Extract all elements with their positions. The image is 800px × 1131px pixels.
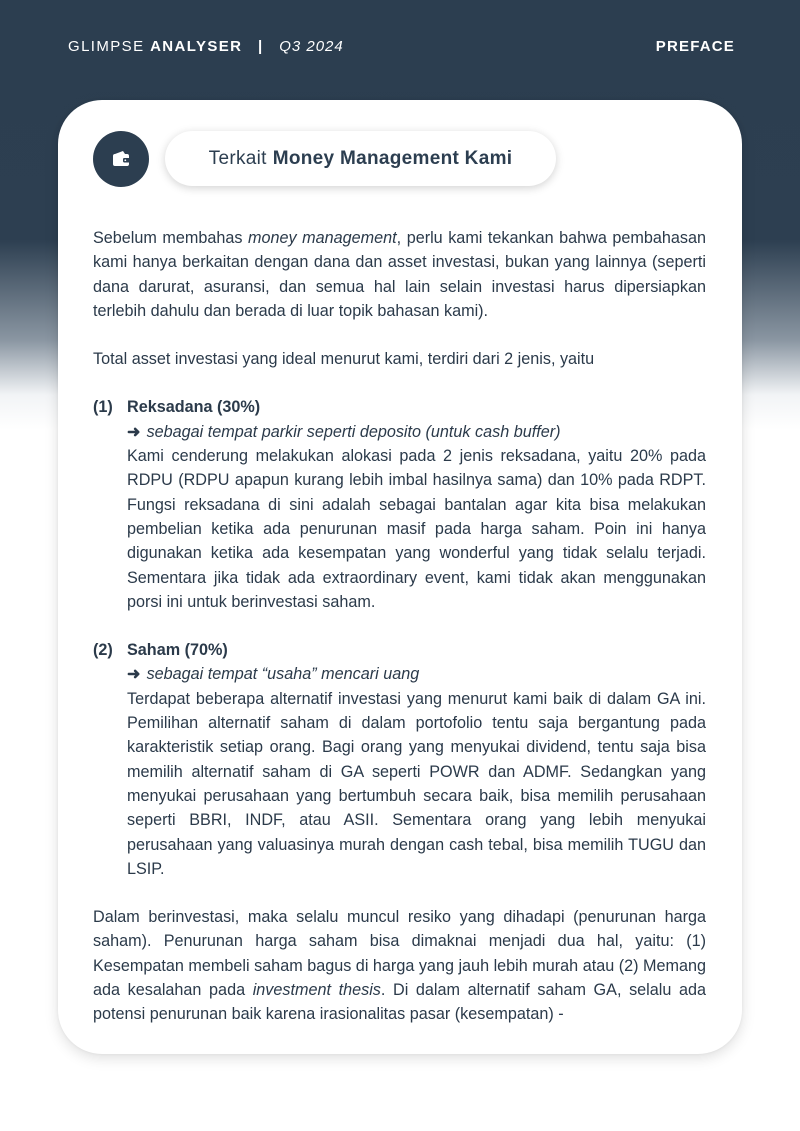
intro-emphasis: money management (248, 229, 397, 247)
closing-text-2: . Di dalam alternatif saham GA, selalu ada potensi penurunan baik karena irasionalitas pasar (kesempatan) - (93, 981, 707, 1024)
section-title-bold: Money Management Kami (272, 147, 513, 169)
brand-light: GLIMPSE (68, 38, 145, 55)
section-label: PREFACE (655, 38, 735, 55)
item-description: Kami cenderung melakukan alokasi pada 2 jenis reksadana, yaitu 20% pada RDPU (RDPU apapun kurang lebih imbal hasilnya sama) dan 10% pada RDPT. Fungsi reksadana di sini adalah sebagai bantalan agar kita bisa melakukan pembelian ketika ada penurunan masif pada harga saham. Poin ini hanya digunakan ketika ada kesempatan yang wonderful yang tidak selalu terjadi. Sementara jika tidak ada extraordinary event, kami tidak akan menggunakan porsi ini untuk berinvestasi saham. (127, 447, 706, 611)
brand (68, 38, 344, 55)
report-period: Q3 2024 (279, 38, 344, 55)
item-title: Reksadana (30%) (127, 398, 261, 417)
section-title (165, 131, 556, 186)
closing-paragraph (93, 905, 706, 1026)
closing-text-1: Dalam berinvestasi, maka selalu muncul resiko yang dihadapi (penurunan harga saham). Penurunan harga saham bisa dimaknai menjadi dua hal, yaitu: (1) Kesempatan membeli saham bagus di harga yang jauh lebih murah atau (2) Memang ada kesalahan pada (93, 908, 706, 1000)
item-description: Terdapat beberapa alternatif investasi yang menurut kami baik di dalam GA ini. Pemilihan alternatif saham di dalam portofolio tentu saja bergantung pada karakteristik setiap orang. Bagi orang yang menyukai dividend, tentu saja bisa memilih alternatif saham di GA seperti POWR dan ADMF. Sedangkan yang menyukai perusahaan yang bertumbuh secara baik, bisa memilih perusahaan seperti BBRI, INDF, atau ASII. Sementara orang yang lebih menyukai perusahaan yang valuasinya murah dengan cash tebal, bisa memilih TUGU dan LSIP. (127, 689, 706, 878)
total-paragraph: Total asset investasi yang ideal menurut kami, terdiri dari 2 jenis, yaitu (93, 350, 595, 369)
intro-paragraph (93, 226, 706, 323)
arrow-right-icon: ➜ (127, 665, 141, 684)
item-subtitle (127, 420, 706, 444)
item-subtitle (127, 662, 706, 686)
item-title: Saham (70%) (127, 641, 228, 660)
intro-text-2: , perlu kami tekankan bahwa pembahasan kami hanya berkaitan dengan dana dan asset investasi, bukan yang lainnya (seperti dana darurat, asuransi, dan semua hal lain selain investasi harus dipersiapkan terlebih dahulu dan berada di luar topik bahasan kami). (93, 229, 706, 320)
item-subtitle-text: sebagai tempat “usaha” mencari uang (146, 665, 420, 684)
content-card (58, 100, 742, 1054)
top-bar (68, 38, 735, 58)
article-body (93, 226, 706, 1027)
arrow-right-icon: ➜ (127, 422, 141, 441)
intro-text-1: Sebelum membahas (93, 229, 249, 247)
wallet-icon (109, 147, 133, 171)
brand-bold: ANALYSER (150, 38, 243, 55)
section-title-prefix: Terkait (208, 147, 267, 169)
item-number: (2) (93, 641, 113, 660)
item-number: (1) (93, 398, 113, 417)
item-subtitle-text: sebagai tempat parkir seperti deposito (untuk cash buffer) (146, 422, 561, 441)
wallet-icon-badge (93, 131, 149, 187)
list-item-saham (93, 638, 706, 881)
list-item-reksadana (93, 395, 706, 614)
closing-emphasis: investment thesis (252, 981, 381, 1000)
brand-separator: | (258, 38, 264, 55)
